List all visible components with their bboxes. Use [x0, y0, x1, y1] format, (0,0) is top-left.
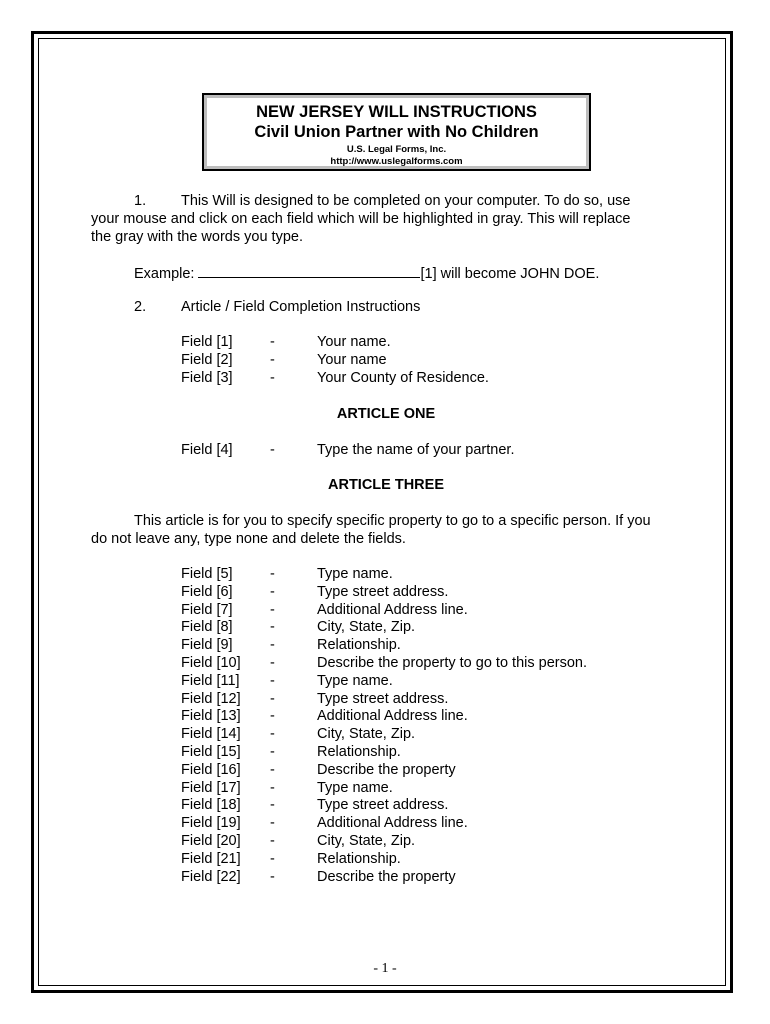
field-label: Field [21] — [181, 850, 241, 867]
field-dash: - — [270, 690, 275, 707]
field-row — [0, 672, 770, 690]
field-dash: - — [270, 583, 275, 600]
field-description: City, State, Zip. — [317, 726, 416, 743]
field-row — [0, 850, 770, 868]
example-line — [134, 263, 599, 283]
field-row — [0, 618, 770, 636]
example-suffix: [1] will become JOHN DOE. — [420, 266, 600, 282]
field-description: Your name — [317, 352, 387, 368]
title-box — [202, 93, 591, 171]
section-2-number: 2. — [134, 299, 147, 315]
field-dash: - — [270, 779, 275, 796]
field-row — [0, 601, 770, 619]
field-label: Field [19] — [181, 815, 241, 832]
field-description: Relationship. — [317, 637, 401, 654]
field-description: City, State, Zip. — [317, 833, 416, 849]
field-dash: - — [270, 566, 275, 582]
page-number: - 1 - — [373, 961, 397, 976]
field-dash: - — [270, 352, 275, 368]
article-three-line-1: This article is for you to specify specific property to go to a specific person. If you — [134, 513, 651, 529]
intro-number: 1. — [134, 193, 147, 209]
field-label: Field [9] — [181, 637, 233, 654]
section-2-title: Article / Field Completion Instructions — [181, 299, 421, 315]
field-dash: - — [270, 868, 275, 885]
field-dash: - — [270, 761, 275, 778]
example-label: Example: — [134, 266, 195, 282]
field-label: Field [2] — [181, 352, 233, 368]
field-label: Field [7] — [181, 601, 233, 618]
document-subtitle: Civil Union Partner with No Children — [254, 123, 539, 141]
example-blank — [198, 263, 420, 278]
field-label: Field [12] — [181, 690, 241, 707]
field-label: Field [6] — [181, 583, 233, 600]
field-dash: - — [270, 601, 275, 618]
field-dash: - — [270, 334, 275, 350]
field-label: Field [4] — [181, 442, 233, 458]
field-dash: - — [270, 619, 275, 636]
field-dash: - — [270, 655, 275, 671]
field-row — [0, 725, 770, 743]
field-label: Field [17] — [181, 779, 241, 796]
field-dash: - — [270, 850, 275, 867]
field-description: Type street address. — [317, 797, 449, 814]
field-description: Relationship. — [317, 850, 401, 867]
field-description: Type street address. — [317, 690, 449, 707]
field-label: Field [22] — [181, 868, 241, 885]
field-label: Field [16] — [181, 761, 241, 778]
field-row — [0, 636, 770, 654]
intro-line-2: your mouse and click on each field which will be highlighted in gray. This will replace — [91, 211, 631, 227]
field-label: Field [20] — [181, 833, 241, 849]
field-dash: - — [270, 815, 275, 832]
company-url: http://www.uslegalforms.com — [330, 156, 463, 167]
field-dash: - — [270, 637, 275, 654]
field-row — [0, 369, 770, 387]
field-row — [0, 690, 770, 708]
field-dash: - — [270, 797, 275, 814]
field-row — [0, 743, 770, 761]
field-description: Type name. — [317, 566, 393, 582]
field-description: Describe the property — [317, 761, 456, 778]
intro-line-3: the gray with the words you type. — [91, 229, 303, 245]
field-label: Field [5] — [181, 566, 233, 582]
field-description: Additional Address line. — [317, 708, 468, 725]
field-label: Field [13] — [181, 708, 241, 725]
field-label: Field [11] — [181, 672, 240, 689]
field-row — [0, 796, 770, 814]
field-dash: - — [270, 672, 275, 689]
intro-line-1: This Will is designed to be completed on your computer. To do so, use — [181, 193, 631, 209]
company-name: U.S. Legal Forms, Inc. — [346, 144, 447, 155]
field-description: Additional Address line. — [317, 601, 468, 618]
field-label: Field [15] — [181, 744, 241, 760]
field-description: Your name. — [317, 334, 391, 350]
field-label: Field [1] — [181, 334, 233, 350]
title-box-inner — [207, 98, 586, 166]
field-description: Type street address. — [317, 583, 449, 600]
field-description: Relationship. — [317, 744, 401, 760]
field-dash: - — [270, 833, 275, 849]
field-label: Field [18] — [181, 797, 241, 814]
field-row — [0, 868, 770, 886]
field-description: Describe the property — [317, 868, 456, 885]
article-three-line-2: do not leave any, type none and delete the fields. — [91, 531, 406, 547]
article-one-heading: ARTICLE ONE — [336, 406, 436, 422]
field-dash: - — [270, 726, 275, 743]
field-row — [0, 707, 770, 725]
field-row — [0, 565, 770, 583]
field-description: Describe the property to go to this person. — [317, 655, 588, 671]
field-dash: - — [270, 744, 275, 760]
field-label: Field [10] — [181, 655, 241, 671]
document-title: NEW JERSEY WILL INSTRUCTIONS — [256, 103, 537, 121]
field-dash: - — [270, 370, 275, 386]
field-description: Type name. — [317, 779, 393, 796]
field-row — [0, 583, 770, 601]
field-row — [0, 351, 770, 369]
field-label: Field [14] — [181, 726, 241, 743]
article-three-heading: ARTICLE THREE — [328, 477, 444, 493]
field-description: Your County of Residence. — [317, 370, 489, 386]
field-description: Additional Address line. — [317, 815, 468, 832]
field-row — [0, 441, 770, 459]
field-description: Type name. — [317, 672, 393, 689]
field-row — [0, 654, 770, 672]
field-row — [0, 814, 770, 832]
field-label: Field [8] — [181, 619, 233, 636]
field-dash: - — [270, 708, 275, 725]
field-row — [0, 832, 770, 850]
field-row — [0, 761, 770, 779]
field-dash: - — [270, 442, 275, 458]
field-row — [0, 333, 770, 351]
field-label: Field [3] — [181, 370, 233, 386]
field-description: City, State, Zip. — [317, 619, 416, 636]
field-row — [0, 779, 770, 797]
field-description: Type the name of your partner. — [317, 442, 515, 458]
